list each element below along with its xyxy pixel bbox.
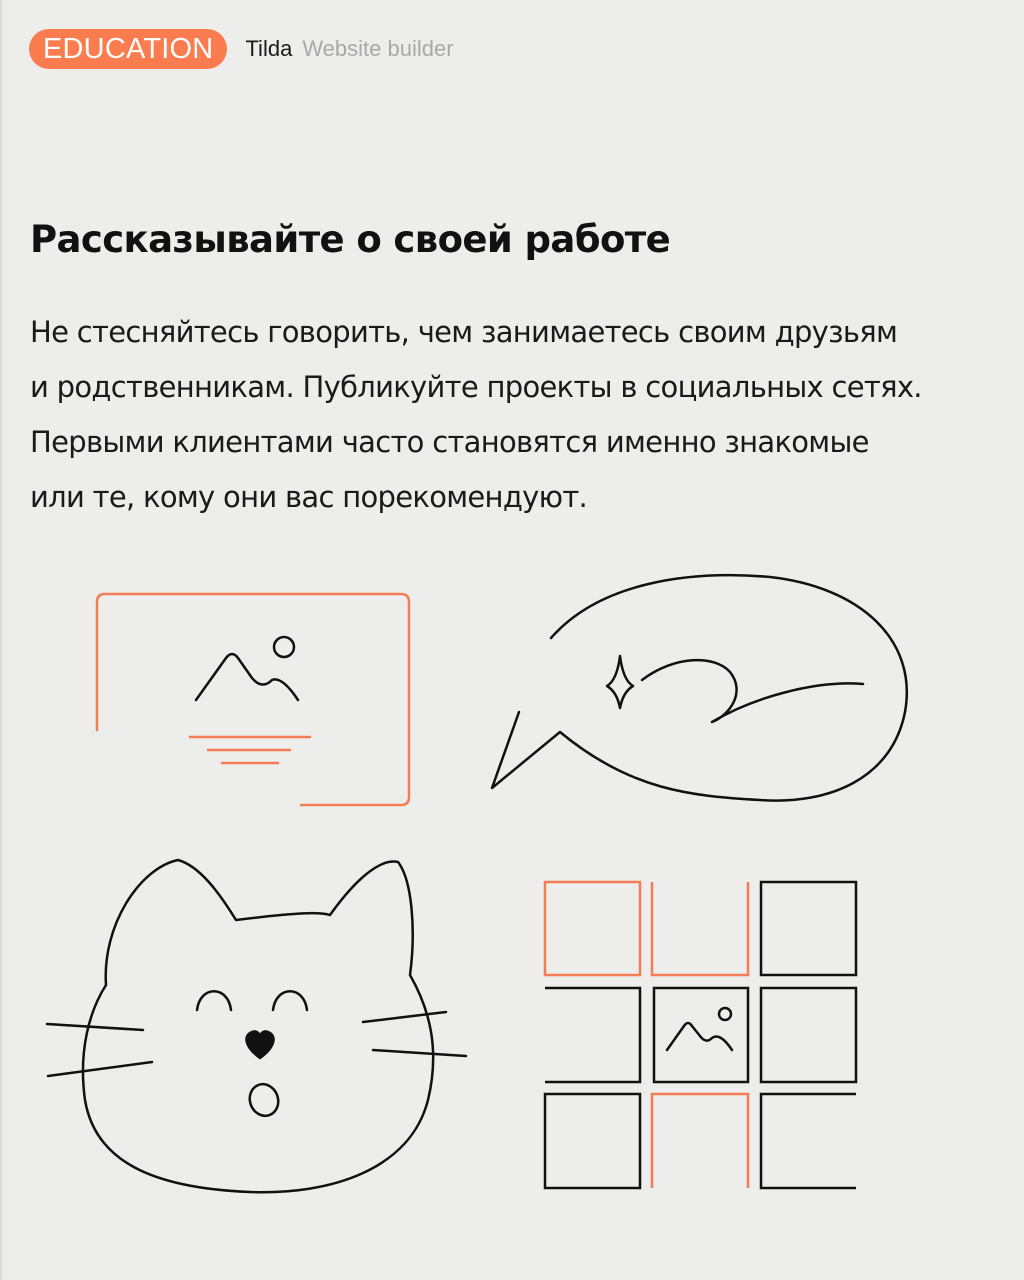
cat-face-icon [47, 860, 466, 1192]
education-badge: EDUCATION [29, 29, 227, 69]
brand-name: Tilda [245, 36, 293, 61]
illustrations [0, 560, 1024, 1260]
paragraph-line: или те, кому они вас порекомендуют. [30, 480, 588, 514]
page-title: Рассказывайте о своей работе [30, 218, 671, 261]
paragraph-line: Не стесняйтесь говорить, чем занимаетесь своим друзьям [30, 315, 898, 349]
paragraph-line: Первыми клиентами часто становятся именно знакомые [30, 425, 869, 459]
photo-grid-icon [545, 882, 856, 1188]
body-paragraph [30, 305, 990, 525]
picture-frame-icon [97, 594, 409, 805]
brand-tagline: Website builder [302, 36, 454, 61]
speech-bubble-icon [492, 575, 907, 800]
header [29, 29, 454, 69]
paragraph-line: и родственникам. Публикуйте проекты в социальных сетях. [30, 370, 922, 404]
